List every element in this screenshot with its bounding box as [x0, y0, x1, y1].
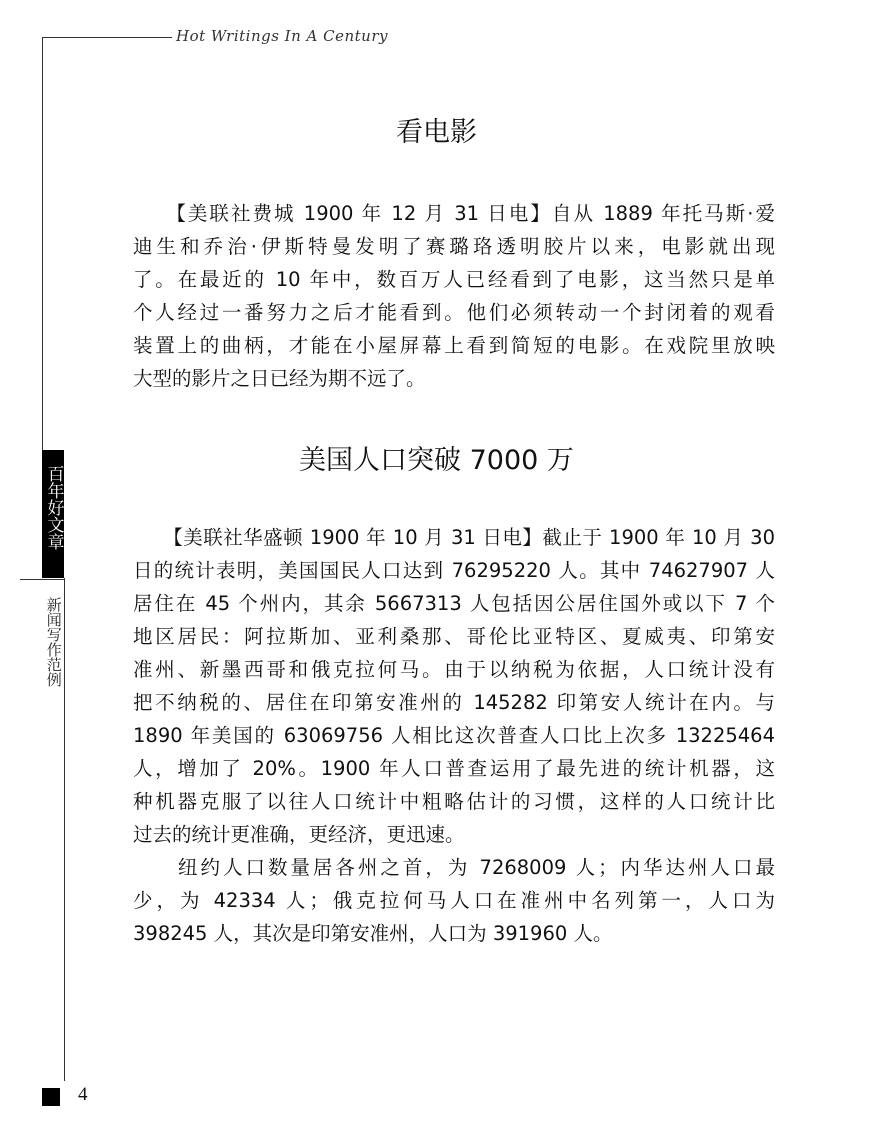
article-title: 美国人口突破 7000 万	[299, 445, 574, 476]
text-line: 【美联社华盛顿 1900 年 10 月 31 日电】截止于 1900 年 10 月 30	[133, 526, 776, 549]
text-line: 398245 人，其次是印第安准州，人口为 391960 人。	[133, 922, 613, 945]
footer-marker	[42, 1088, 60, 1106]
text-line: 1890 年美国的 63069756 人相比这次普查人口比上次多 13225464	[133, 724, 775, 747]
text-line: 个人经过一番努力之后才能看到。他们必须转动一个封闭着的观看	[133, 301, 775, 324]
margin-rule-bottom	[64, 578, 65, 1081]
header-rule	[42, 37, 172, 38]
article-paragraph	[133, 521, 775, 950]
text-line: 准州、新墨西哥和俄克拉何马。由于以纳税为依据，人口统计没有	[133, 658, 775, 681]
text-line: 居住在 45 个州内，其余 5667313 人包括因公居住国外或以下 7 个	[133, 592, 775, 615]
running-title: Hot Writings In A Century	[176, 27, 388, 45]
text-line: 日的统计表明，美国国民人口达到 76295220 人。其中 74627907 人	[133, 559, 775, 582]
article-paragraph	[133, 197, 775, 395]
text-line: 地区居民：阿拉斯加、亚利桑那、哥伦比亚特区、夏威夷、印第安	[133, 625, 775, 648]
text-line: 少，为 42334 人；俄克拉何马人口在准州中名列第一，人口为	[133, 889, 775, 912]
article-title: 看电影	[396, 117, 477, 148]
text-line: 【美联社费城 1900 年 12 月 31 日电】自从 1889 年托马斯·爱	[133, 202, 775, 225]
page-number: 4	[78, 1084, 88, 1105]
text-line: 大型的影片之日已经为期不远了。	[133, 367, 426, 390]
subsection-tab	[42, 597, 64, 692]
margin-rule-top	[42, 37, 43, 450]
text-line: 迪生和乔治·伊斯特曼发明了赛璐珞透明胶片以来，电影就出现	[133, 235, 775, 258]
text-line: 人，增加了 20%。1900 年人口普查运用了最先进的统计机器，这	[133, 757, 775, 780]
section-tab-label: 百年好文章	[43, 465, 64, 550]
text-line: 把不纳税的、居住在印第安准州的 145282 印第安人统计在内。与	[133, 691, 775, 714]
subsection-tab-label: 新闻写作范例	[44, 597, 63, 687]
text-line: 装置上的曲柄，才能在小屋屏幕上看到简短的电影。在戏院里放映	[133, 334, 775, 357]
text-line: 纽约人口数量居各州之首，为 7268009 人；内华达州人口最	[133, 856, 775, 879]
text-line: 了。在最近的 10 年中，数百万人已经看到了电影，这当然只是单	[133, 268, 775, 291]
text-line: 过去的统计更准确，更经济，更迅速。	[133, 823, 465, 846]
text-line: 种机器克服了以往人口统计中粗略估计的习惯，这样的人口统计比	[133, 790, 775, 813]
tab-divider	[20, 579, 64, 580]
